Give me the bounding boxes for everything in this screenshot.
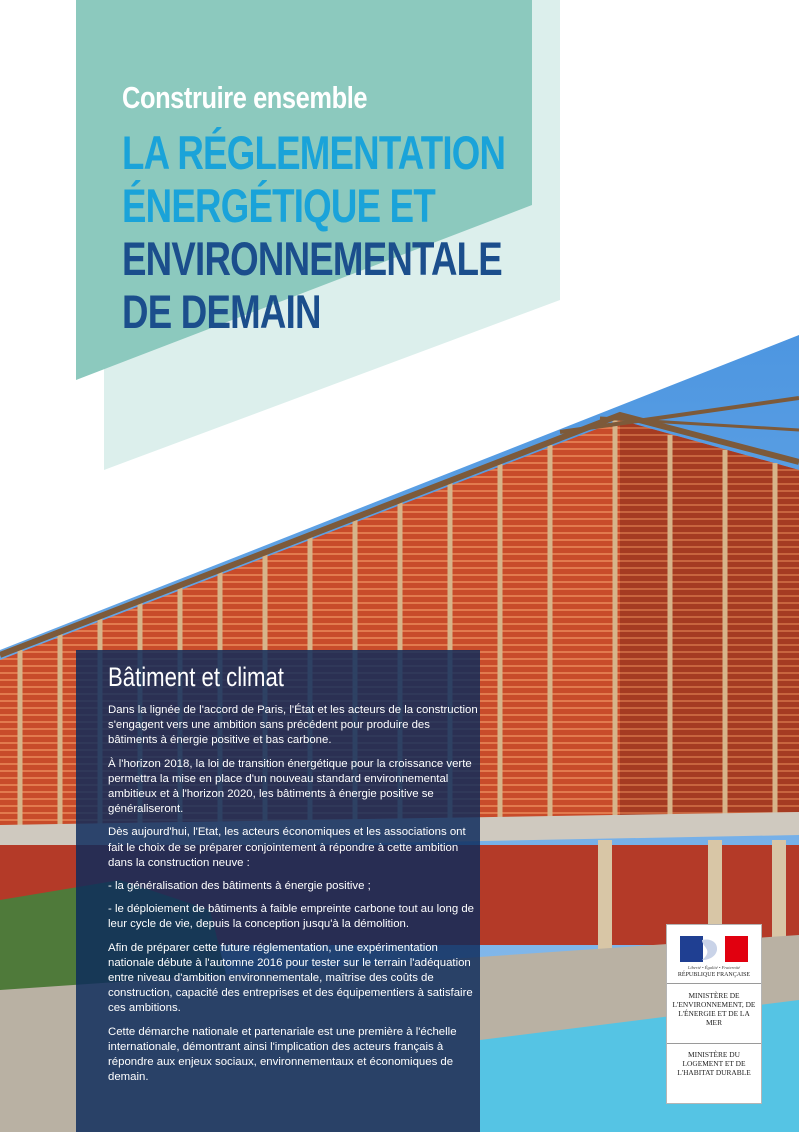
government-logo-block bbox=[666, 924, 762, 1104]
republic-label: RÉPUBLIQUE FRANÇAISE bbox=[677, 972, 751, 978]
headline-line-4: DE DEMAIN bbox=[122, 285, 321, 338]
bullet-1: - la généralisation des bâtiments à énergie positive ; bbox=[108, 880, 371, 893]
paragraph-5: Cette démarche nationale et partenariale est une première à l'échelle internationale, démontrant ainsi l'implication des acteurs français à répondre aux enjeux sociaux, environnementaux et économiques de demain. bbox=[108, 1025, 457, 1084]
ministry-environment: MINISTÈRE DE L'ENVIRONNEMENT, DE L'ÉNERGIE ET DE LA MER bbox=[672, 991, 756, 1027]
headline-line-1: LA RÉGLEMENTATION bbox=[122, 126, 506, 179]
headline-line-3: ENVIRONNEMENTALE bbox=[122, 232, 502, 285]
marianne-flag-icon bbox=[680, 936, 748, 962]
bullet-2: - le déploiement de bâtiments à faible empreinte carbone tout au long de leur cycle de vie, depuis la conception jusqu'à la démolition. bbox=[108, 903, 475, 931]
subtitle: Construire ensemble bbox=[122, 80, 368, 115]
paragraph-1: Dans la lignée de l'accord de Paris, l'État et les acteurs de la construction s'engagent vers une ambition sans précédent pour produire des bâtiments à énergie positive et bas carbone. bbox=[108, 704, 478, 747]
headline bbox=[122, 126, 552, 338]
paragraph-2: À l'horizon 2018, la loi de transition énergétique pour la croissance verte permettra la mise en place d'un nouveau standard environnemental ambitieux et à l'horizon 2020, les bâtiments à énergie positive se généraliseront. bbox=[108, 757, 472, 816]
divider bbox=[667, 1043, 761, 1044]
headline-line-2: ÉNERGÉTIQUE ET bbox=[122, 179, 435, 232]
divider bbox=[667, 983, 761, 984]
motto: Liberté • Égalité • Fraternité bbox=[687, 965, 741, 970]
paragraph-4: Afin de préparer cette future réglementation, une expérimentation nationale débute à l'automne 2016 pour tester sur le terrain l'adéquation entre niveau d'ambition environnementale, maîtrise des coûts de construction, capacité des entreprises et des équipementiers à satisfaire ces ambitions. bbox=[108, 941, 473, 1015]
climate-section bbox=[108, 662, 480, 1093]
ministry-housing: MINISTÈRE DU LOGEMENT ET DE L'HABITAT DURABLE bbox=[677, 1050, 751, 1077]
paragraph-3: Dès aujourd'hui, l'Etat, les acteurs économiques et les associations ont fait le choix de se préparer conjointement à répondre à cette ambition dans la construction neuve : bbox=[108, 826, 466, 869]
section-heading: Bâtiment et climat bbox=[108, 662, 284, 692]
title-block bbox=[122, 80, 552, 338]
